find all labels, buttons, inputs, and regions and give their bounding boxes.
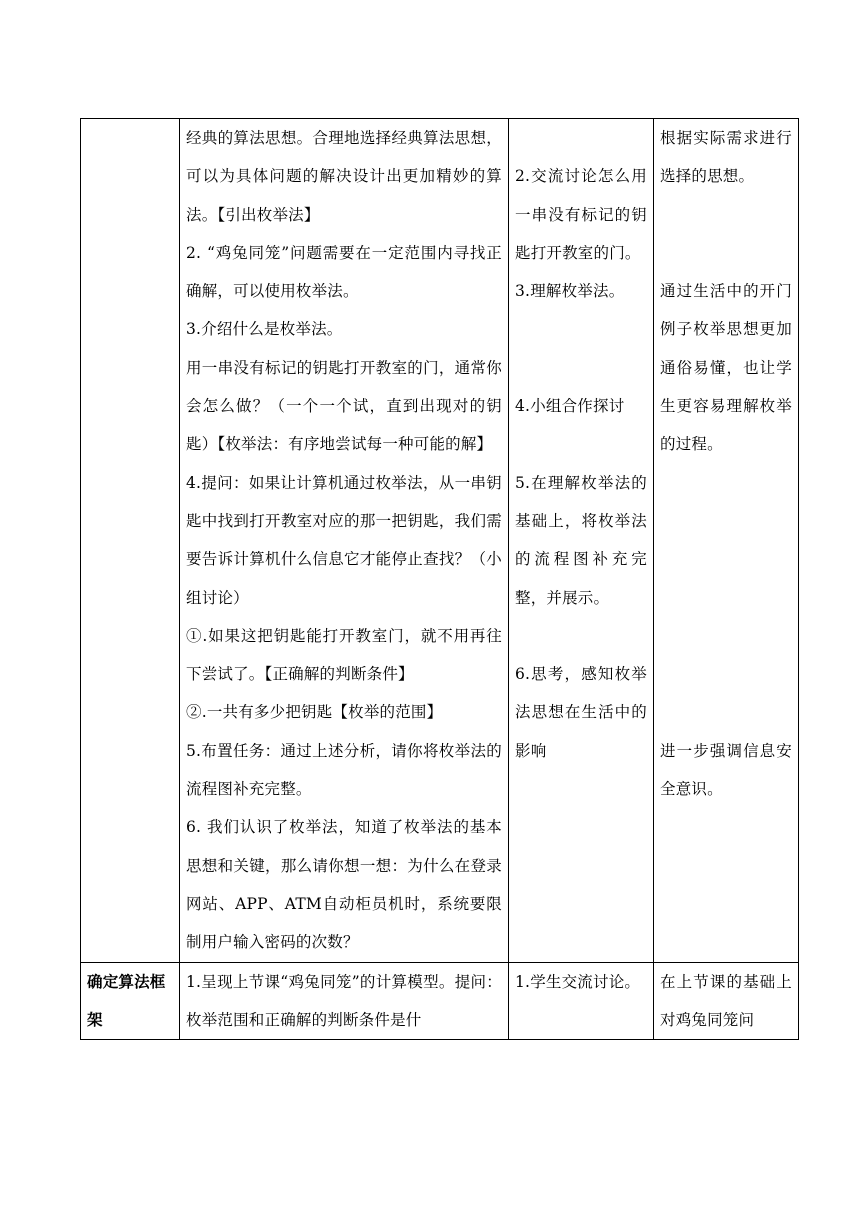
student-paragraph: 2.交流讨论怎么用一串没有标记的钥匙打开教室的门。 [515, 167, 647, 262]
teacher-paragraph: 5.布置任务：通过上述分析，请你将枚举法的流程图补充完整。 [186, 741, 502, 799]
teacher-activity-cell [180, 119, 509, 963]
student-paragraph: 1.学生交流讨论。 [515, 972, 641, 991]
design-intent-cell [654, 119, 799, 963]
student-paragraph: 4.小组合作探讨 [515, 397, 625, 416]
table-row [81, 962, 799, 1040]
teacher-paragraph: 2. “鸡兔同笼”问题需要在一定范围内寻找正确解，可以使用枚举法。 [186, 243, 502, 301]
intent-paragraph: 在上节课的基础上对鸡兔同笼问 [660, 972, 792, 1029]
student-activity-cell [509, 962, 654, 1040]
teacher-paragraph: 用一串没有标记的钥匙打开教室的门，通常你会怎么做？（一个一个试，直到出现对的钥匙）【枚举法：有序地尝试每一种可能的解】 [186, 358, 502, 454]
lesson-plan-table [80, 118, 799, 1040]
stage-cell [81, 962, 180, 1040]
teacher-paragraph: 4.提问：如果让计算机通过枚举法，从一串钥匙中找到打开教室对应的那一把钥匙，我们需要告诉计算机什么信息它才能停止查找？（小组讨论） [186, 473, 502, 607]
stage-cell [81, 119, 180, 963]
student-paragraph: 3.理解枚举法。 [515, 282, 625, 301]
teacher-paragraph: ②.一共有多少把钥匙【枚举的范围】 [186, 703, 443, 722]
student-paragraph: 5.在理解枚举法的基础上，将枚举法的流程图补充完整，并展示。 [515, 473, 647, 607]
teacher-paragraph: 6. 我们认识了枚举法，知道了枚举法的基本思想和关键，那么请你想一想：为什么在登录网站、APP、ATM自动柜员机时，系统要限制用户输入密码的次数？ [186, 818, 502, 952]
intent-paragraph: 根据实际需求进行选择的思想。 [660, 129, 792, 186]
teacher-paragraph: ①.如果这把钥匙能打开教室门，就不用再往下尝试了。【正确解的判断条件】 [186, 626, 502, 684]
design-intent-cell [654, 962, 799, 1040]
table-row [81, 119, 799, 963]
teacher-paragraph: 3.介绍什么是枚举法。 [186, 320, 343, 339]
student-activity-cell [509, 119, 654, 963]
intent-paragraph: 进一步强调信息安全意识。 [660, 741, 792, 799]
student-paragraph: 6.思考，感知枚举法思想在生活中的影响 [515, 665, 647, 760]
intent-paragraph: 通过生活中的开门例子枚举思想更加通俗易懂，也让学生更容易理解枚举的过程。 [660, 282, 792, 454]
teacher-activity-cell [180, 962, 509, 1040]
teacher-paragraph: 1.呈现上节课“鸡兔同笼”的计算模型。提问：枚举范围和正确解的判断条件是什 [186, 972, 502, 1029]
teacher-paragraph: 经典的算法思想。合理地选择经典算法思想，可以为具体问题的解决设计出更加精妙的算法。【引出枚举法】 [186, 129, 502, 224]
stage-label: 确定算法框架 [87, 971, 166, 1029]
